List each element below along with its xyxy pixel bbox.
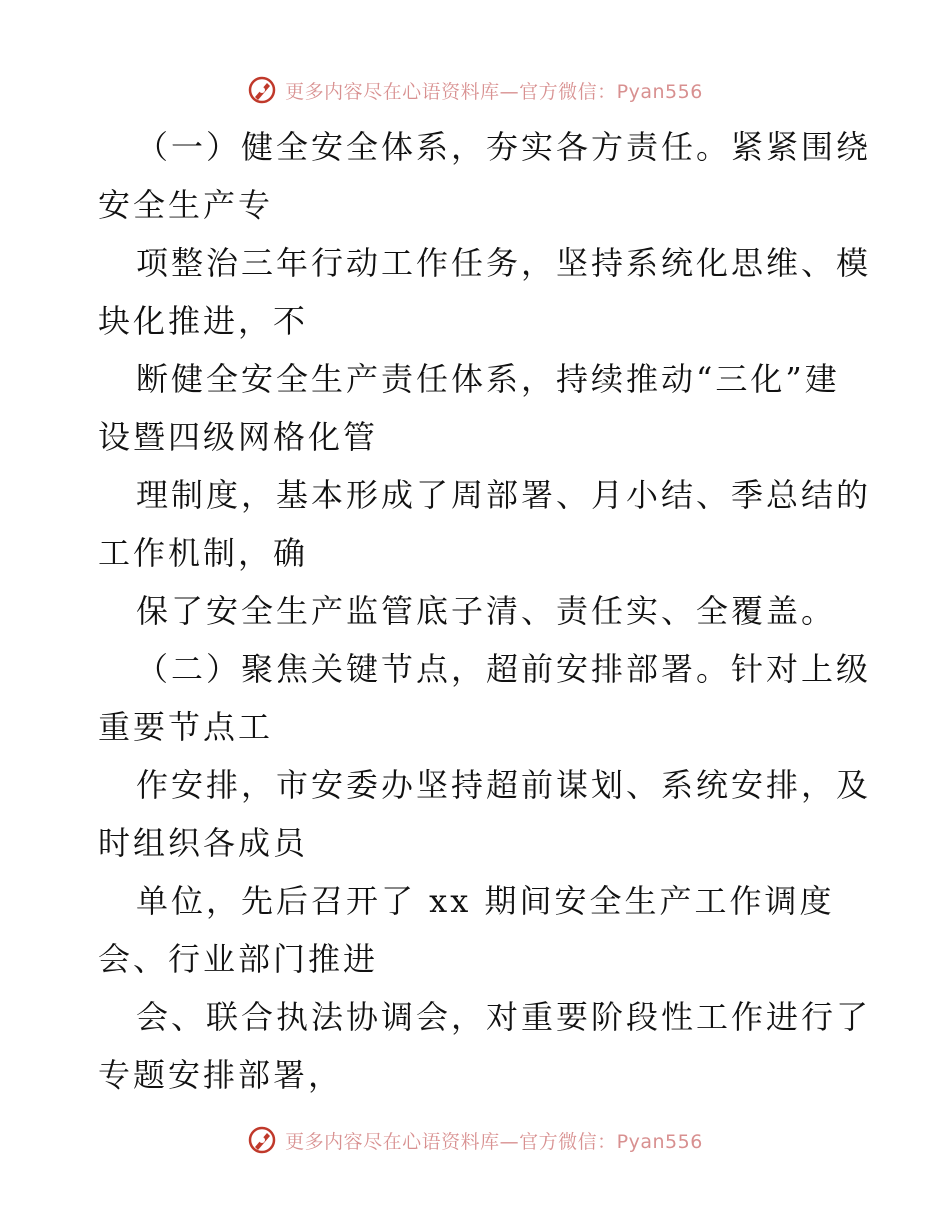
text-line: 理制度，基本形成了周部署、月小结、季总结的 <box>136 476 872 514</box>
text-line: 设暨四级网格化管 <box>98 418 379 456</box>
text-line: 会、联合执法协调会，对重要阶段性工作进行了 <box>136 998 872 1036</box>
text-line: （二）聚焦关键节点，超前安排部署。针对上级 <box>136 650 872 688</box>
footer-watermark <box>0 1120 950 1160</box>
text-line: 专题安排部署， <box>98 1056 344 1094</box>
watermark-text: 更多内容尽在心语资料库—官方微信：Pyan556 <box>285 80 703 103</box>
text-line: 块化推进，不 <box>98 302 309 340</box>
text-line: 会、行业部门推进 <box>98 940 379 978</box>
text-line: 项整治三年行动工作任务，坚持系统化思维、模 <box>136 244 872 282</box>
header-watermark <box>0 70 950 110</box>
text-line: 断健全安全生产责任体系，持续推动“三化”建 <box>136 360 840 398</box>
watermark-text: 更多内容尽在心语资料库—官方微信：Pyan556 <box>285 1130 703 1153</box>
text-line: 安全生产专 <box>98 186 274 224</box>
text-line: 工作机制，确 <box>98 534 309 572</box>
text-line: 重要节点工 <box>98 708 274 746</box>
text-line: （一）健全安全体系，夯实各方责任。紧紧围绕 <box>136 128 872 166</box>
text-line: 保了安全生产监管底子清、责任实、全覆盖。 <box>136 592 837 630</box>
text-line: 作安排，市安委办坚持超前谋划、系统安排，及 <box>136 766 872 804</box>
pen-logo-icon <box>247 1125 277 1155</box>
text-line: 时组织各成员 <box>98 824 309 862</box>
text-line: 单位，先后召开了 xx 期间安全生产工作调度 <box>136 882 835 920</box>
document-body <box>98 118 872 1104</box>
pen-logo-icon <box>247 75 277 105</box>
